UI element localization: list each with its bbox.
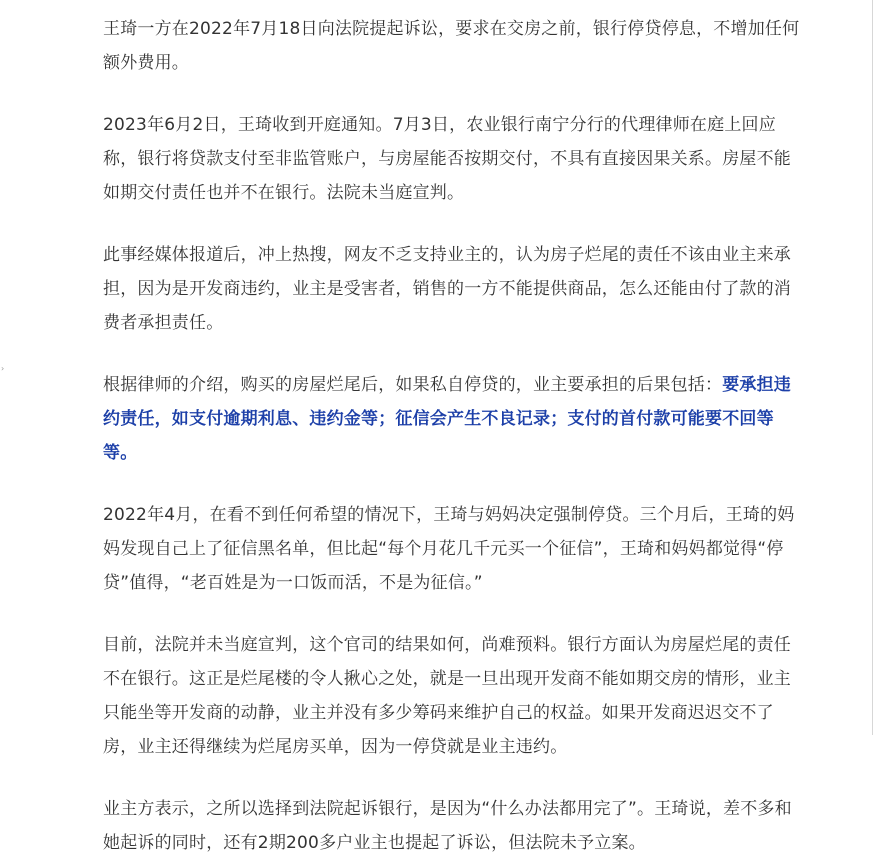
paragraph-stop-payment (103, 498, 803, 600)
paragraph-lawsuit-filing (103, 12, 803, 80)
paragraph-owners-statement (103, 792, 803, 860)
paragraph-text: 目前，法院并未当庭宣判，这个官司的结果如何，尚难预料。银行方面认为房屋烂尾的责任不在银行。这正是烂尾楼的令人揪心之处，就是一旦出现开发商不能如期交房的情形，业主只能坐等开发商的动静，业主并没有多少筹码来维护自己的权益。如果开发商迟迟交不了房，业主还得继续为烂尾房买单，因为一停贷就是业主违约。 (103, 635, 791, 757)
paragraph-text: 业主方表示，之所以选择到法院起诉银行，是因为“什么办法都用完了”。王琦说，差不多和她起诉的同时，还有2期200多户业主也提起了诉讼，但法院未予立案。 (103, 799, 792, 853)
paragraph-text: 此事经媒体报道后，冲上热搜，网友不乏支持业主的，认为房子烂尾的责任不该由业主来承担，因为是开发商违约，业主是受害者，销售的一方不能提供商品，怎么还能由付了款的消费者承担责任。 (103, 245, 791, 333)
paragraph-text: 2023年6月2日，王琦收到开庭通知。7月3日，农业银行南宁分行的代理律师在庭上回应称，银行将贷款支付至非监管账户，与房屋能否按期交付，不具有直接因果关系。房屋不能如期交付责任也并不在银行。法院未当庭宣判。 (103, 115, 791, 203)
paragraph-emphasis: 要承担违约责任，如支付逾期利息、违约金等；征信会产生不良记录；支付的首付款可能要不回等等。 (103, 375, 792, 463)
paragraph-current-status (103, 628, 803, 764)
paragraph-text: 2022年4月，在看不到任何希望的情况下，王琦与妈妈决定强制停贷。三个月后，王琦的妈妈发现自己上了征信黑名单，但比起“每个月花几千元买一个征信”，王琦和妈妈都觉得“停贷”值得，“老百姓是为一口饭而活，不是为征信。” (103, 505, 795, 593)
paragraph-lawyer-advice (103, 368, 803, 470)
paragraph-text: 王琦一方在2022年7月18日向法院提起诉讼，要求在交房之前，银行停贷停息，不增加任何额外费用。 (103, 19, 800, 73)
scroll-marker-icon: › (1, 364, 5, 373)
paragraph-text: 根据律师的介绍，购买的房屋烂尾后，如果私自停贷的，业主要承担的后果包括： (103, 375, 723, 395)
paragraph-court-notice (103, 108, 803, 210)
paragraph-media-reaction (103, 238, 803, 340)
